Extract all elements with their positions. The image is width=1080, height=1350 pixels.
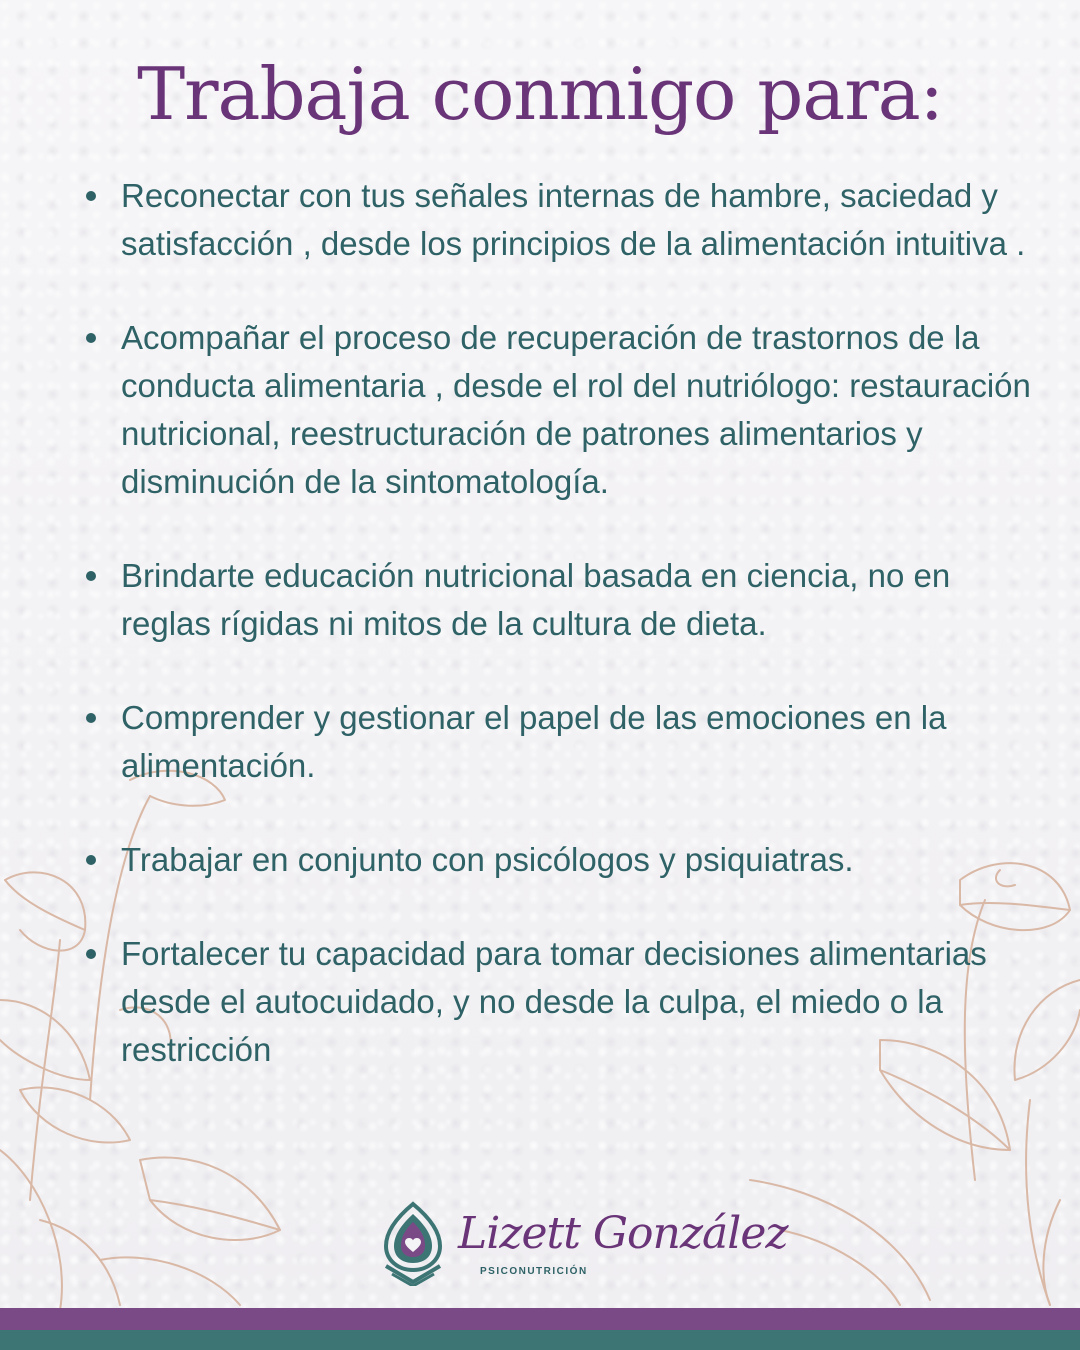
- list-item-text: Reconectar con tus señales internas de hambre, saciedad y satisfacción , desde los principios de la alimentación intuitiva .: [121, 177, 1026, 262]
- bullet-dot-icon: [86, 713, 96, 723]
- brand-logo: [380, 1200, 788, 1290]
- list-item: [84, 314, 1034, 506]
- bullet-dot-icon: [86, 191, 96, 201]
- bullet-dot-icon: [86, 855, 96, 865]
- list-item-text: Fortalecer tu capacidad para tomar decisiones alimentarias desde el autocuidado, y no desde la culpa, el miedo o la restricción: [121, 935, 987, 1068]
- bullet-dot-icon: [86, 333, 96, 343]
- brand-subtitle: PSICONUTRICIÓN: [480, 1266, 588, 1277]
- list-item: [84, 694, 1034, 790]
- list-item: [84, 836, 1034, 884]
- page-title: Trabaja conmigo para:: [137, 52, 943, 136]
- bullet-dot-icon: [86, 949, 96, 959]
- footer-band-teal: [0, 1330, 1080, 1350]
- list-item-text: Comprender y gestionar el papel de las emociones en la alimentación.: [121, 699, 947, 784]
- list-item-text: Brindarte educación nutricional basada en ciencia, no en reglas rígidas ni mitos de la cultura de dieta.: [121, 557, 951, 642]
- list-item-text: Trabajar en conjunto con psicólogos y psiquiatras.: [121, 841, 854, 878]
- list-item: [84, 552, 1034, 648]
- brand-name: Lizett González: [458, 1208, 788, 1259]
- teardrop-heart-logo-icon: [380, 1200, 446, 1286]
- bullet-dot-icon: [86, 571, 96, 581]
- list-item-text: Acompañar el proceso de recuperación de trastornos de la conducta alimentaria , desde el rol del nutriólogo: restauración nutricional, reestructuración de patrones alimentarios y disminución de la sintomatología.: [121, 319, 1031, 500]
- list-item: [84, 172, 1034, 268]
- list-item: [84, 930, 1034, 1074]
- services-list: [84, 172, 1034, 1074]
- footer-band-purple: [0, 1308, 1080, 1330]
